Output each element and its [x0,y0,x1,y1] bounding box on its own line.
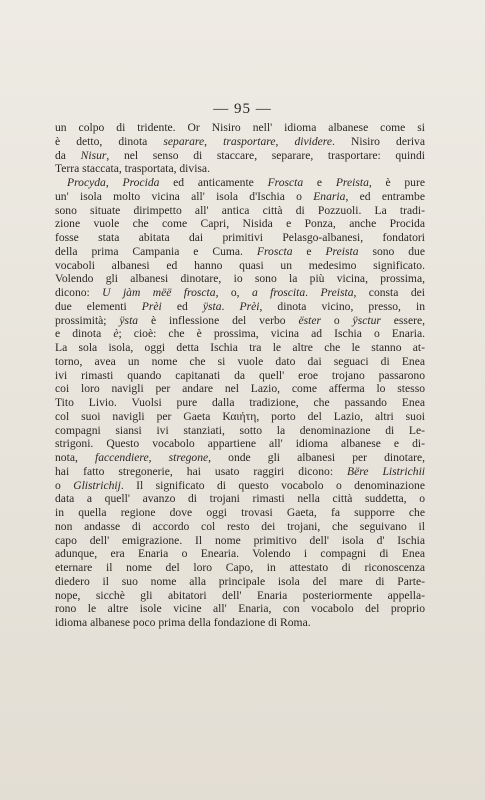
text-line [55,547,425,561]
text-line [55,451,425,465]
text-run: vocaboli albanesi ed hanno quasi un medesimo significato. [55,258,425,272]
italic-term: Nisur [80,148,107,162]
text-run: Καιήτη [222,409,257,423]
text-line [55,217,425,231]
text-run: , porto del Lazio, altri suoi [256,409,425,423]
text-run: in quella regione dove oggi trovasi Gaeta, fa supporre che [55,506,425,519]
italic-term: Glistrichij [73,478,121,492]
text-line [55,424,425,438]
text-run: hai fatto stregonerie, hai usato raggiri dicono: [55,464,348,478]
text-run: , [204,134,224,148]
text-run: . [305,286,321,299]
italic-term: è [113,327,119,341]
text-run: diedero il suo nome alla principale isola del mare di Parte- [55,574,425,588]
text-run: essere, [380,313,425,327]
text-run: . [221,299,240,313]
text-line [55,396,425,410]
italic-term: Froscta [256,244,293,258]
text-run: coi loro navigli per andare nel Lazio, come afferma lo stesso [55,382,425,396]
italic-term: Preista [335,176,369,189]
text-run: sono situate dirimpetto all' antica città di Pozzuoli. La tradi- [55,203,425,217]
text-line [55,341,425,355]
text-run: Terra staccata, trasportata, divisa. [55,162,210,176]
text-run: o [55,478,74,492]
text-run: un' isola molto vicina all' isola d'Ischia o [55,189,314,203]
italic-term: Prèi [239,299,260,313]
text-run: zione vuole che come Capri, Nisida e Ponza, anche Procida [55,217,425,231]
italic-term: Procyda [67,176,106,189]
text-run: , consta dei [353,286,425,299]
text-line [55,272,425,286]
italic-term: dividere [294,134,333,148]
text-run: rono le altre isole vicine all' Enaria, con vocabolo del proprio [55,602,425,616]
text-line [55,204,425,218]
italic-term: faccendiere [94,451,149,464]
text-run: Tito Livio. Vuolsi pure dalla tradizione, che passando Enea [55,396,425,409]
text-run: nope, sicchè gli abitatori dell' Enaria posteriormente appella- [55,588,425,602]
text-run: e [292,244,326,258]
text-run: nota, [55,451,95,464]
text-run: data a quell' avanzo di trojani rimasti nella città suddetta, o [55,492,425,506]
italic-term: Preista [325,244,359,258]
text-run: sono due [358,244,425,258]
text-line [55,520,425,534]
text-run: col suoi navigli per Gaeta [55,409,223,423]
text-line [55,135,425,149]
text-line [55,589,425,603]
text-line [55,479,425,493]
body-text [55,121,425,630]
italic-term: ëster [298,313,321,327]
text-line [55,575,425,589]
italic-term: trasportare [223,134,276,148]
text-run: della prima Campania e Cuma. [55,244,257,258]
text-run: e [303,176,336,189]
italic-term: Froscta [267,176,304,189]
text-line [55,286,425,300]
text-line [55,355,425,369]
text-run: La sola isola, oggi detta Ischia tra le altre che le stanno at- [55,341,425,354]
text-run: è inflessione del verbo [138,313,299,327]
text-run: ed anticamente [159,176,268,189]
text-line [55,327,425,341]
text-run: eternare il nome del loro Capo, in attestato di riconoscenza [55,561,425,574]
text-line [55,149,425,163]
text-line [55,245,425,259]
text-run: compagni siansi ivi stanziati, sotto la denominazione di Le- [55,423,425,437]
text-run: , onde gli albanesi per dinotare, [208,451,425,464]
italic-term: ÿsta [119,313,139,327]
text-line [55,602,425,616]
italic-term: ÿsta [202,299,222,313]
italic-term: Prèi [141,299,162,313]
text-line [55,300,425,314]
text-run: Volendo gli albanesi dinotare, io sono la più vicina, prossima, [55,272,425,286]
text-run: , [105,176,123,189]
text-run: torno, avea un nome che si vuole dato dai seguaci di Enea [55,354,425,368]
italic-term: separare [163,134,205,148]
text-line [55,314,425,328]
text-run: non andasse di accordo col resto dei trojani, che seguivano il [55,519,425,533]
text-line [55,382,425,396]
text-run: fosse stata abitata dai primitivi Pelasgo-albanesi, fondatori [55,231,425,244]
text-run: strigoni. Questo vocabolo appartiene all' idioma albanese e di- [55,437,425,451]
text-run: , nel senso di staccare, separare, trasportare: quindi [106,148,425,162]
text-line [55,231,425,245]
text-run: . Nisiro deriva [332,134,425,148]
text-line [55,176,425,190]
text-run: o [320,313,353,327]
text-line [55,121,425,135]
text-run: ; cioè: che è prossima, vicina ad Ischia o Enaria. [118,327,425,341]
italic-term: Bëre Listrichii [347,464,425,478]
page-number: — 95 — [213,101,272,117]
text-run: . Il significato di questo vocabolo o denominazione [120,478,425,492]
text-line [55,616,425,630]
text-line [55,162,425,176]
text-run: e dinota [55,327,114,341]
italic-term: Procida [122,176,160,189]
text-line [55,465,425,479]
text-run: da [55,148,81,162]
italic-term: ÿsctur [352,313,381,327]
text-line [55,506,425,520]
text-line [55,437,425,451]
text-run: ed [161,299,203,313]
text-run: idioma albanese poco prima della fondazione di Roma. [55,616,311,629]
text-run: capo dell' emigrazione. Il nome primitivo dell' isola d' Ischia [55,533,425,547]
text-run: dicono: [55,286,103,299]
text-run: , ed entrambe [345,189,425,203]
italic-term: a froscita [251,286,306,299]
text-run: , [148,451,169,464]
text-run: adunque, era Enaria o Enearia. Volendo i compagni di Enea [55,547,425,561]
text-run: , o, [215,286,252,299]
text-line [55,561,425,575]
text-run: prossimità; [55,313,120,327]
text-run: , è pure [368,176,425,189]
italic-term: U jàm mëë froscta [102,286,216,299]
text-run: due elementi [55,299,142,313]
text-line [55,534,425,548]
text-run: , [275,134,295,148]
text-run: ivi rimasti quando capitanati da quell' eroe trojano passarono [55,368,425,382]
text-run: è detto, dinota [55,134,164,148]
text-line [55,410,425,424]
italic-term: stregone [168,451,209,464]
italic-term: Preista [320,286,354,299]
text-line [55,492,425,506]
text-run: un colpo di tridente. Or Nisiro nell' idioma albanese come si [55,121,425,134]
italic-term: Enaria [313,189,346,203]
text-line [55,369,425,383]
text-run: , dinota vicino, presso, in [259,299,425,313]
text-line [55,190,425,204]
text-line [55,259,425,273]
